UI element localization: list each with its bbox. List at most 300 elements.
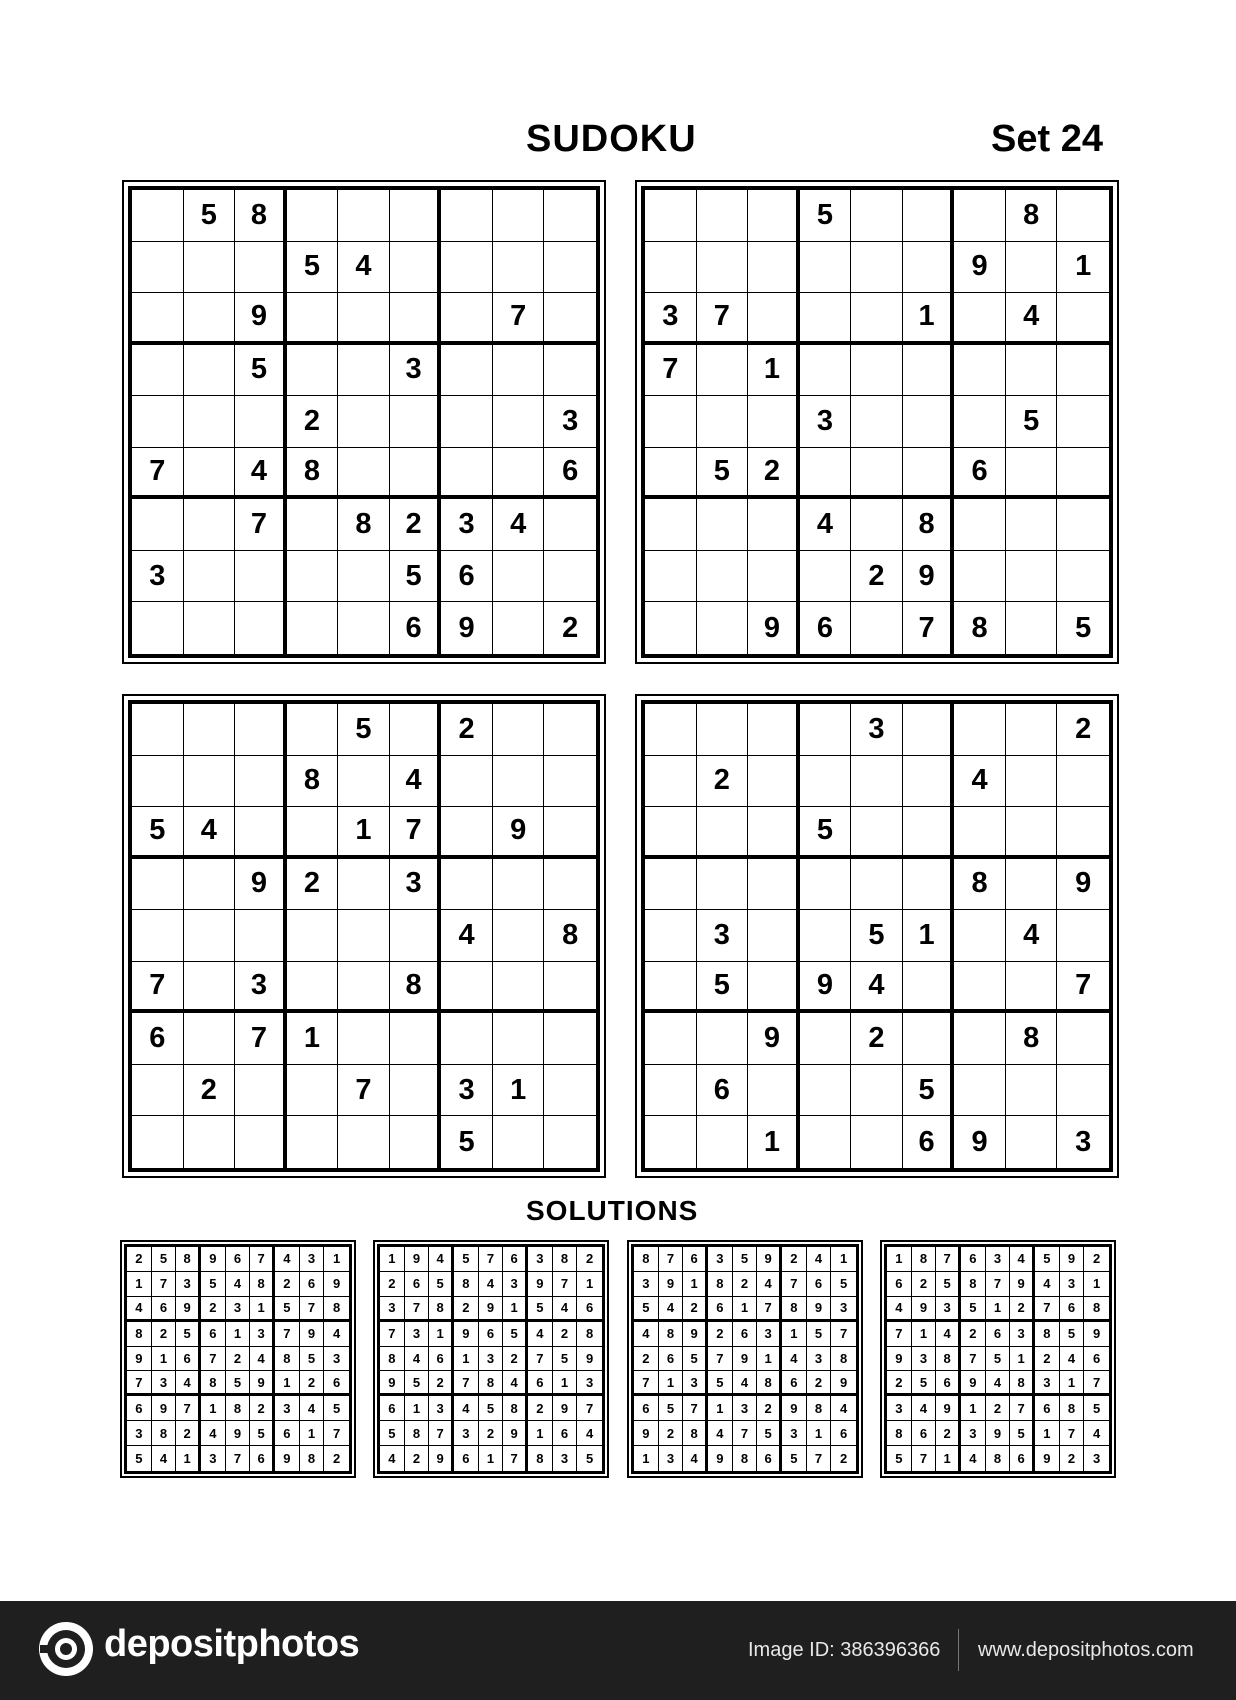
sudoku-cell — [1057, 396, 1109, 448]
sudoku-cell — [132, 602, 184, 654]
sudoku-cell — [390, 242, 442, 294]
sudoku-cell: 2 — [250, 1396, 275, 1421]
sudoku-cell: 1 — [577, 1272, 602, 1297]
sudoku-cell — [645, 910, 697, 962]
sudoku-cell — [903, 242, 955, 294]
sudoku-cell: 9 — [757, 1247, 782, 1272]
sudoku-cell: 6 — [127, 1396, 152, 1421]
sudoku-cell: 4 — [390, 756, 442, 808]
sudoku-cell: 8 — [903, 499, 955, 551]
sudoku-cell — [441, 396, 493, 448]
sudoku-cell — [903, 396, 955, 448]
sudoku-cell: 5 — [152, 1247, 177, 1272]
sudoku-cell: 7 — [708, 1347, 733, 1372]
sudoku-cell: 4 — [683, 1446, 708, 1471]
sudoku-cell: 7 — [782, 1272, 807, 1297]
sudoku-cell: 1 — [553, 1371, 578, 1396]
sudoku-cell: 4 — [634, 1322, 659, 1347]
sudoku-cell: 3 — [390, 859, 442, 911]
sudoku-cell: 5 — [176, 1322, 201, 1347]
sudoku-cell: 2 — [441, 704, 493, 756]
sudoku-cell — [493, 704, 545, 756]
sudoku-cell — [235, 807, 287, 859]
sudoku-cell: 7 — [1057, 962, 1109, 1014]
sudoku-cell — [954, 551, 1006, 603]
sudoku-cell: 5 — [586, 1451, 594, 1467]
sudoku-cell: 2 — [912, 1272, 937, 1297]
sudoku-cell — [132, 293, 184, 345]
sudoku-cell: 4 — [479, 1272, 504, 1297]
sudoku-cell — [390, 1065, 442, 1117]
sudoku-cell: 6 — [757, 1446, 782, 1471]
sudoku-cell — [748, 910, 800, 962]
sudoku-cell: 8 — [528, 1446, 553, 1471]
sudoku-cell — [132, 190, 184, 242]
sudoku-cell — [697, 1116, 749, 1168]
sudoku-cell — [697, 345, 749, 397]
sudoku-cell: 2 — [152, 1322, 177, 1347]
sudoku-cell: 3 — [441, 499, 493, 551]
sudoku-cell: 2 — [390, 499, 442, 551]
sudoku-cell: 6 — [1060, 1297, 1085, 1322]
sudoku-cell — [287, 807, 339, 859]
sudoku-cell: 7 — [390, 807, 442, 859]
sudoku-cell: 7 — [132, 448, 184, 500]
sudoku-cell: 5 — [697, 448, 749, 500]
sudoku-cell: 3 — [659, 1446, 684, 1471]
sudoku-cell — [493, 396, 545, 448]
sudoku-cell — [697, 602, 749, 654]
sudoku-cell: 8 — [275, 1347, 300, 1372]
sudoku-cell: 9 — [748, 602, 800, 654]
sudoku-cell: 2 — [300, 1371, 325, 1396]
sudoku-cell: 9 — [235, 859, 287, 911]
sudoku-cell: 3 — [544, 396, 596, 448]
sudoku-cell: 4 — [577, 1421, 602, 1446]
sudoku-cell: 3 — [887, 1396, 912, 1421]
sudoku-cell — [1057, 1013, 1109, 1065]
sudoku-cell: 5 — [807, 1322, 832, 1347]
sudoku-cell: 6 — [275, 1421, 300, 1446]
sudoku-cell: 1 — [1010, 1347, 1035, 1372]
sudoku-cell: 4 — [553, 1297, 578, 1322]
sudoku-cell — [800, 1013, 852, 1065]
sudoku-cell — [645, 551, 697, 603]
sudoku-cell: 8 — [831, 1347, 856, 1372]
sudoku-cell: 3 — [380, 1297, 405, 1322]
sudoku-cell: 2 — [287, 396, 339, 448]
set-label: Set 24 — [991, 118, 1103, 160]
sudoku-cell: 9 — [903, 551, 955, 603]
sudoku-cell — [748, 499, 800, 551]
sudoku-cell: 9 — [954, 1116, 1006, 1168]
sudoku-cell: 1 — [454, 1347, 479, 1372]
sudoku-cell: 9 — [659, 1272, 684, 1297]
sudoku-cell: 7 — [380, 1322, 405, 1347]
sudoku-cell: 4 — [757, 1272, 782, 1297]
sudoku-cell: 5 — [903, 1065, 955, 1117]
sudoku-cell: 8 — [338, 499, 390, 551]
sudoku-cell — [697, 242, 749, 294]
sudoku-cell: 1 — [683, 1272, 708, 1297]
sudoku-cell: 7 — [683, 1396, 708, 1421]
sudoku-cell — [954, 396, 1006, 448]
sudoku-cell: 8 — [577, 1322, 602, 1347]
sudoku-cell: 1 — [807, 1421, 832, 1446]
sudoku-cell — [748, 704, 800, 756]
sudoku-cell: 7 — [807, 1446, 832, 1471]
sudoku-cell: 5 — [275, 1297, 300, 1322]
sudoku-cell — [851, 807, 903, 859]
sudoku-cell: 4 — [1084, 1421, 1109, 1446]
sudoku-cell: 8 — [380, 1347, 405, 1372]
sudoku-cell: 2 — [697, 756, 749, 808]
sudoku-cell: 9 — [683, 1322, 708, 1347]
sudoku-cell — [903, 1013, 955, 1065]
sudoku-cell — [287, 1116, 339, 1168]
sudoku-cell: 4 — [429, 1247, 454, 1272]
puzzle-1 — [122, 180, 606, 664]
sudoku-cell: 5 — [287, 242, 339, 294]
sudoku-cell — [903, 345, 955, 397]
sudoku-cell: 8 — [1084, 1297, 1109, 1322]
solution-3 — [627, 1240, 863, 1478]
sudoku-cell: 9 — [961, 1371, 986, 1396]
sudoku-cell: 7 — [127, 1371, 152, 1396]
sudoku-cell: 7 — [936, 1247, 961, 1272]
sudoku-cell: 1 — [176, 1446, 201, 1471]
sudoku-cell: 8 — [553, 1247, 578, 1272]
sudoku-cell: 7 — [634, 1371, 659, 1396]
sudoku-cell: 6 — [954, 448, 1006, 500]
sudoku-cell: 8 — [961, 1272, 986, 1297]
sudoku-cell: 1 — [782, 1322, 807, 1347]
sudoku-cell — [748, 293, 800, 345]
sudoku-cell: 2 — [659, 1421, 684, 1446]
sudoku-cell: 2 — [553, 1322, 578, 1347]
sudoku-cell: 1 — [338, 807, 390, 859]
sudoku-cell: 7 — [235, 1013, 287, 1065]
sudoku-cell — [184, 962, 236, 1014]
sudoku-cell: 5 — [1035, 1247, 1060, 1272]
sudoku-cell: 4 — [503, 1371, 528, 1396]
sudoku-cell: 6 — [782, 1371, 807, 1396]
sudoku-cell — [184, 448, 236, 500]
sudoku-cell: 5 — [1084, 1396, 1109, 1421]
puzzle-3 — [122, 694, 606, 1178]
camera-logo-icon — [38, 1621, 94, 1677]
sudoku-cell: 4 — [887, 1297, 912, 1322]
sudoku-cell: 6 — [390, 602, 442, 654]
sudoku-cell: 9 — [275, 1446, 300, 1471]
sudoku-cell: 1 — [659, 1371, 684, 1396]
sudoku-cell: 1 — [1060, 1371, 1085, 1396]
sudoku-cell: 5 — [528, 1297, 553, 1322]
sudoku-cell — [132, 1065, 184, 1117]
sudoku-cell: 1 — [1035, 1421, 1060, 1446]
sudoku-cell: 3 — [235, 962, 287, 1014]
sudoku-cell — [954, 499, 1006, 551]
sudoku-cell: 4 — [235, 448, 287, 500]
sudoku-cell: 4 — [1035, 1272, 1060, 1297]
sudoku-cell: 9 — [250, 1371, 275, 1396]
sudoku-cell: 3 — [390, 345, 442, 397]
sudoku-cell: 2 — [807, 1371, 832, 1396]
sudoku-cell — [287, 962, 339, 1014]
sudoku-cell: 1 — [479, 1446, 504, 1471]
sudoku-cell: 3 — [1060, 1272, 1085, 1297]
sudoku-cell: 2 — [429, 1371, 454, 1396]
sudoku-cell — [493, 345, 545, 397]
sudoku-cell — [851, 345, 903, 397]
sudoku-cell: 8 — [683, 1421, 708, 1446]
sudoku-cell — [851, 859, 903, 911]
sudoku-cell: 3 — [132, 551, 184, 603]
sudoku-cell: 4 — [250, 1347, 275, 1372]
sudoku-cell: 3 — [226, 1297, 251, 1322]
sudoku-cell: 1 — [201, 1396, 226, 1421]
sudoku-cell — [441, 859, 493, 911]
sudoku-cell — [544, 551, 596, 603]
sudoku-cell — [748, 396, 800, 448]
sudoku-cell — [1057, 910, 1109, 962]
sudoku-cell — [544, 1116, 596, 1168]
sudoku-cell: 2 — [782, 1247, 807, 1272]
sudoku-cell: 9 — [912, 1297, 937, 1322]
sudoku-cell — [851, 499, 903, 551]
sudoku-cell: 5 — [708, 1371, 733, 1396]
sudoku-cell — [338, 756, 390, 808]
sudoku-cell — [338, 1116, 390, 1168]
sudoku-cell: 1 — [287, 1013, 339, 1065]
sudoku-cell: 3 — [577, 1371, 602, 1396]
sudoku-cell: 5 — [1075, 611, 1092, 644]
puzzle-grid — [641, 186, 1113, 658]
sudoku-cell: 5 — [338, 704, 390, 756]
sudoku-cell: 6 — [800, 602, 852, 654]
sudoku-cell — [441, 190, 493, 242]
sudoku-cell: 6 — [683, 1247, 708, 1272]
sudoku-cell: 4 — [152, 1446, 177, 1471]
sudoku-cell: 8 — [954, 602, 1006, 654]
sudoku-cell: 3 — [697, 910, 749, 962]
sudoku-cell: 7 — [528, 1347, 553, 1372]
sudoku-cell: 8 — [390, 962, 442, 1014]
sudoku-cell: 9 — [887, 1347, 912, 1372]
sudoku-cell — [287, 293, 339, 345]
sudoku-cell — [184, 756, 236, 808]
sudoku-cell — [851, 602, 903, 654]
sudoku-cell — [800, 345, 852, 397]
sudoku-cell — [903, 756, 955, 808]
sudoku-cell: 4 — [201, 1421, 226, 1446]
sudoku-cell — [338, 293, 390, 345]
sudoku-cell: 3 — [300, 1247, 325, 1272]
sudoku-cell: 5 — [553, 1347, 578, 1372]
sudoku-cell: 1 — [324, 1247, 349, 1272]
sudoku-cell — [390, 448, 442, 500]
site-link[interactable]: www.depositphotos.com — [978, 1639, 1194, 1661]
sudoku-cell: 1 — [226, 1322, 251, 1347]
sudoku-cell: 9 — [226, 1421, 251, 1446]
sudoku-cell: 5 — [683, 1347, 708, 1372]
sudoku-cell: 3 — [757, 1322, 782, 1347]
sudoku-cell: 1 — [887, 1247, 912, 1272]
sudoku-cell: 3 — [503, 1272, 528, 1297]
sudoku-cell: 8 — [405, 1421, 430, 1446]
sudoku-cell: 2 — [961, 1322, 986, 1347]
sudoku-cell — [1006, 345, 1058, 397]
sudoku-cell — [493, 910, 545, 962]
sudoku-cell: 7 — [226, 1446, 251, 1471]
sudoku-cell: 5 — [634, 1297, 659, 1322]
sudoku-cell: 3 — [324, 1347, 349, 1372]
sudoku-cell — [851, 396, 903, 448]
sudoku-cell — [544, 345, 596, 397]
sudoku-cell: 6 — [903, 1116, 955, 1168]
sudoku-cell — [544, 859, 596, 911]
sudoku-cell — [287, 1065, 339, 1117]
sudoku-cell: 1 — [380, 1247, 405, 1272]
sudoku-cell: 9 — [936, 1396, 961, 1421]
sudoku-cell — [1006, 499, 1058, 551]
sudoku-cell: 7 — [577, 1396, 602, 1421]
sudoku-cell — [1006, 1065, 1058, 1117]
sudoku-cell: 3 — [275, 1396, 300, 1421]
sudoku-cell: 4 — [659, 1297, 684, 1322]
sudoku-cell: 8 — [324, 1297, 349, 1322]
sudoku-cell: 8 — [176, 1247, 201, 1272]
sudoku-cell — [544, 293, 596, 345]
sudoku-cell — [903, 448, 955, 500]
sudoku-cell — [851, 1116, 903, 1168]
sudoku-cell: 6 — [528, 1371, 553, 1396]
sudoku-cell — [954, 293, 1006, 345]
sudoku-cell: 8 — [544, 910, 596, 962]
sudoku-cell — [132, 499, 184, 551]
sudoku-cell — [1057, 551, 1109, 603]
sudoku-cell: 5 — [503, 1322, 528, 1347]
sudoku-cell — [748, 962, 800, 1014]
sudoku-cell: 9 — [733, 1347, 758, 1372]
sudoku-cell: 8 — [912, 1247, 937, 1272]
sudoku-cell: 6 — [544, 448, 596, 500]
sudoku-cell — [645, 602, 697, 654]
solution-4 — [880, 1240, 1116, 1478]
footer-bar — [0, 1601, 1236, 1700]
sudoku-cell: 9 — [577, 1347, 602, 1372]
sudoku-cell: 5 — [733, 1247, 758, 1272]
sudoku-cell — [1057, 293, 1109, 345]
sudoku-cell: 2 — [936, 1421, 961, 1446]
sudoku-cell — [1006, 962, 1058, 1014]
sudoku-cell: 2 — [184, 1065, 236, 1117]
sudoku-cell: 5 — [201, 1272, 226, 1297]
sudoku-cell: 8 — [887, 1421, 912, 1446]
sudoku-cell: 7 — [659, 1247, 684, 1272]
sudoku-cell — [235, 1116, 287, 1168]
sudoku-cell: 5 — [986, 1347, 1011, 1372]
sudoku-cell: 7 — [479, 1247, 504, 1272]
sudoku-cell: 8 — [1010, 1371, 1035, 1396]
sudoku-cell — [132, 345, 184, 397]
sudoku-cell: 8 — [235, 190, 287, 242]
sudoku-cell: 8 — [1006, 190, 1058, 242]
sudoku-cell: 8 — [733, 1446, 758, 1471]
sudoku-cell: 8 — [782, 1297, 807, 1322]
sudoku-cell: 6 — [479, 1322, 504, 1347]
sudoku-cell: 6 — [912, 1421, 937, 1446]
sudoku-cell: 2 — [562, 611, 579, 644]
sudoku-cell — [851, 242, 903, 294]
sudoku-cell — [287, 499, 339, 551]
sudoku-cell: 4 — [1006, 910, 1058, 962]
sudoku-cell — [338, 345, 390, 397]
sudoku-cell: 6 — [708, 1297, 733, 1322]
sudoku-cell: 2 — [887, 1371, 912, 1396]
sudoku-cell: 6 — [634, 1396, 659, 1421]
sudoku-cell: 8 — [1060, 1396, 1085, 1421]
sudoku-cell: 3 — [961, 1421, 986, 1446]
sudoku-cell: 3 — [1035, 1371, 1060, 1396]
sudoku-cell — [903, 962, 955, 1014]
sudoku-cell — [544, 499, 596, 551]
brand-logo-text[interactable]: depositphotos — [104, 1623, 360, 1665]
sudoku-cell: 9 — [1060, 1247, 1085, 1272]
sudoku-cell — [390, 396, 442, 448]
sudoku-cell: 8 — [708, 1272, 733, 1297]
sudoku-cell — [390, 1116, 442, 1168]
sudoku-cell — [235, 1065, 287, 1117]
sudoku-cell: 7 — [503, 1446, 528, 1471]
sudoku-cell: 6 — [132, 1013, 184, 1065]
sudoku-cell — [493, 242, 545, 294]
sudoku-cell: 6 — [961, 1247, 986, 1272]
sudoku-cell: 2 — [1057, 704, 1109, 756]
sudoku-cell — [493, 962, 545, 1014]
sudoku-cell: 6 — [659, 1347, 684, 1372]
sudoku-cell — [493, 1116, 545, 1168]
sudoku-cell: 3 — [127, 1421, 152, 1446]
sudoku-cell: 3 — [441, 1065, 493, 1117]
sudoku-cell: 6 — [380, 1396, 405, 1421]
sudoku-cell: 1 — [127, 1272, 152, 1297]
sudoku-cell: 7 — [152, 1272, 177, 1297]
sudoku-cell: 4 — [1006, 293, 1058, 345]
sudoku-cell: 9 — [1035, 1446, 1060, 1471]
sudoku-cell: 3 — [429, 1396, 454, 1421]
sudoku-cell: 2 — [127, 1247, 152, 1272]
sudoku-cell — [235, 602, 287, 654]
sudoku-cell: 3 — [454, 1421, 479, 1446]
sudoku-cell: 9 — [1057, 859, 1109, 911]
sudoku-cell — [235, 910, 287, 962]
sudoku-cell: 7 — [235, 499, 287, 551]
sudoku-cell — [441, 807, 493, 859]
solution-grid — [377, 1244, 605, 1474]
sudoku-cell: 5 — [324, 1396, 349, 1421]
sudoku-cell: 2 — [634, 1347, 659, 1372]
sudoku-cell: 6 — [441, 551, 493, 603]
sudoku-cell — [954, 962, 1006, 1014]
sudoku-cell — [697, 807, 749, 859]
sudoku-cell: 4 — [338, 242, 390, 294]
sudoku-cell — [645, 962, 697, 1014]
sudoku-cell: 5 — [887, 1446, 912, 1471]
sudoku-cell — [544, 704, 596, 756]
sudoku-cell: 6 — [152, 1297, 177, 1322]
sudoku-cell: 4 — [1010, 1247, 1035, 1272]
